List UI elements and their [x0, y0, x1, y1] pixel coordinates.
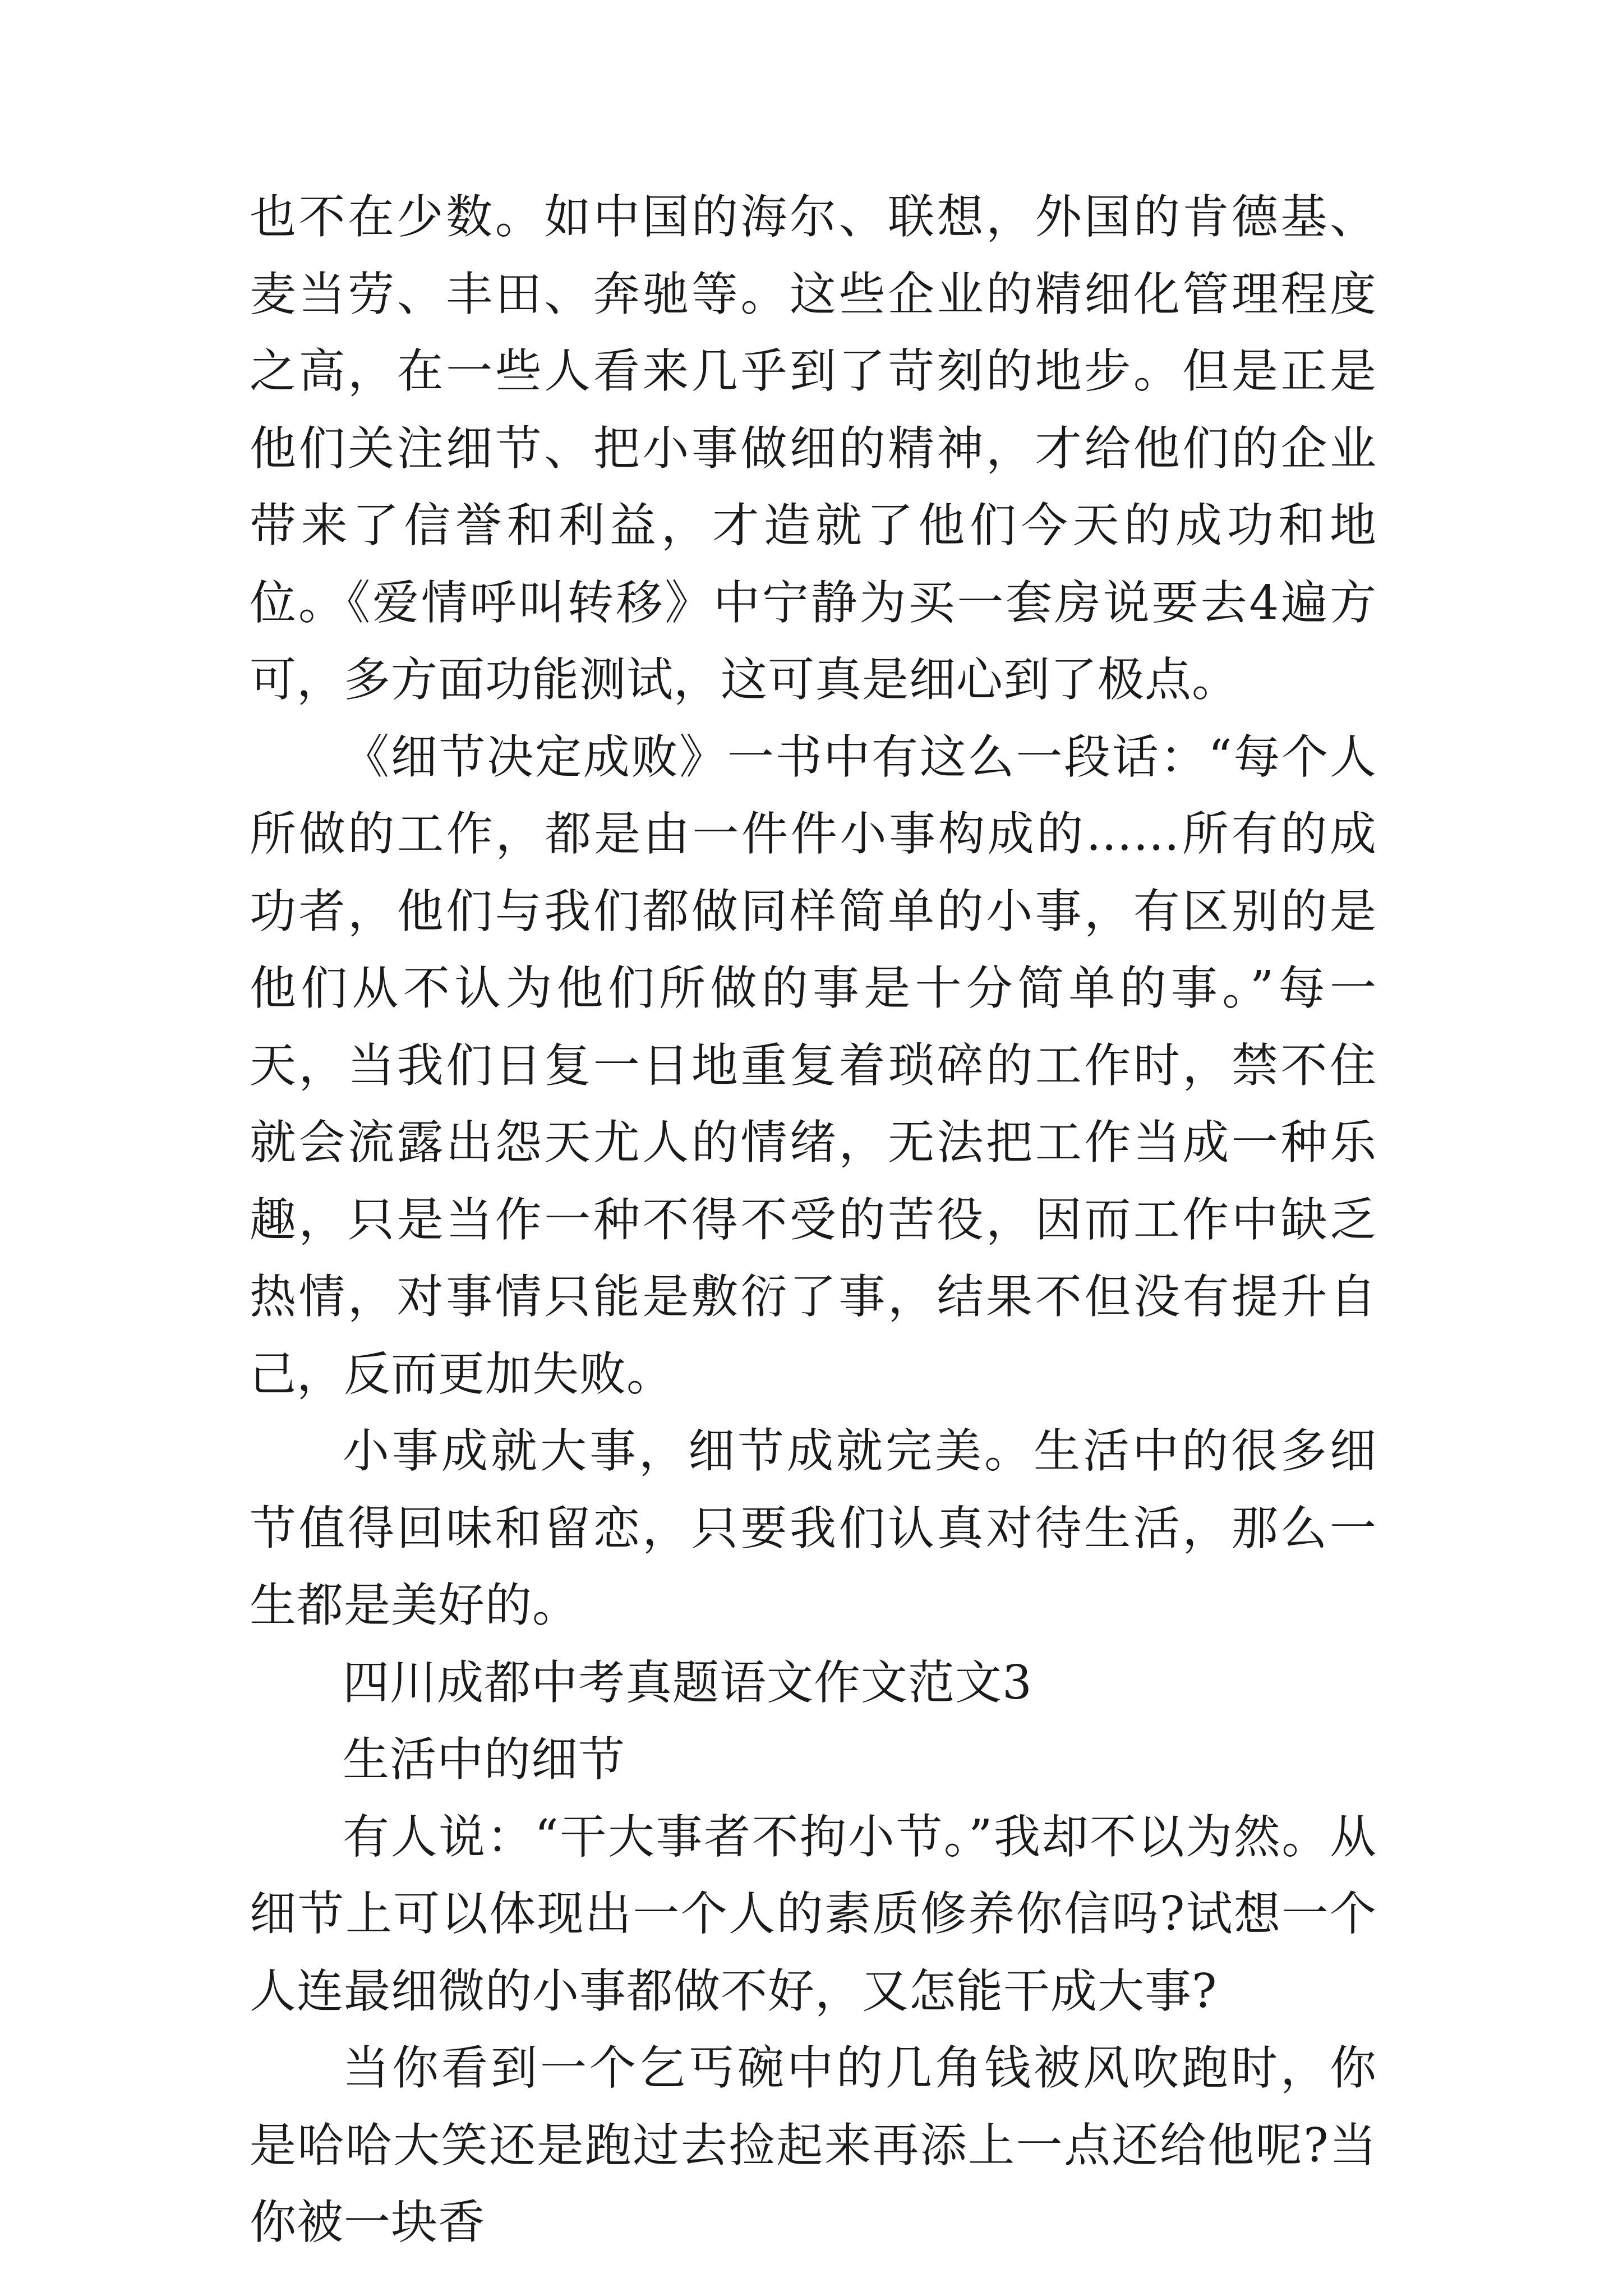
paragraph-quote: 《细节决定成败》一书中有这么一段话：“每个人所做的工作，都是由一件件小事构成的……所有的成功者，他们与我们都做同样简单的小事，有区别的是他们从不认为他们所做的事是十分简单的事。”每一天，当我们日复一日地重复着琐碎的工作时，禁不住就会流露出怨天尤人的情绪，无法把工作当成一种乐趣，只是当作一种不得不受的苦役，因而工作中缺乏热情，对事情只能是敷衍了事，结果不但没有提升自己，反而更加失败。	[250, 729, 1377, 1401]
essay-title: 生活中的细节	[343, 1732, 625, 1787]
paragraph-continued: 也不在少数。如中国的海尔、联想，外国的肯德基、麦当劳、丰田、奔驰等。这些企业的精细化管理程度之高，在一些人看来几乎到了苛刻的地步。但是正是他们关注细节、把小事做细的精神，才给他们的企业带来了信誉和利益，才造就了他们今天的成功和地位。《爱情呼叫转移》中宁静为买一套房说要去4遍方可，多方面功能测试，这可真是细心到了极点。	[250, 190, 1377, 707]
essay-heading: 四川成都中考真题语文作文范文3	[343, 1655, 1032, 1710]
paragraph-example: 当你看到一个乞丐碗中的几角钱被风吹跑时，你是哈哈大笑还是跑过去捡起来再添上一点还给他呢?当你被一块香	[250, 2041, 1377, 2249]
paragraph-opening: 有人说：“干大事者不拘小节。”我却不以为然。从细节上可以体现出一个人的素质修养你信吗?试想一个人连最细微的小事都做不好，又怎能干成大事?	[250, 1809, 1377, 2018]
paragraph-conclusion: 小事成就大事，细节成就完美。生活中的很多细节值得回味和留恋，只要我们认真对待生活，那么一生都是美好的。	[250, 1424, 1377, 1632]
document-body	[250, 178, 1377, 2261]
